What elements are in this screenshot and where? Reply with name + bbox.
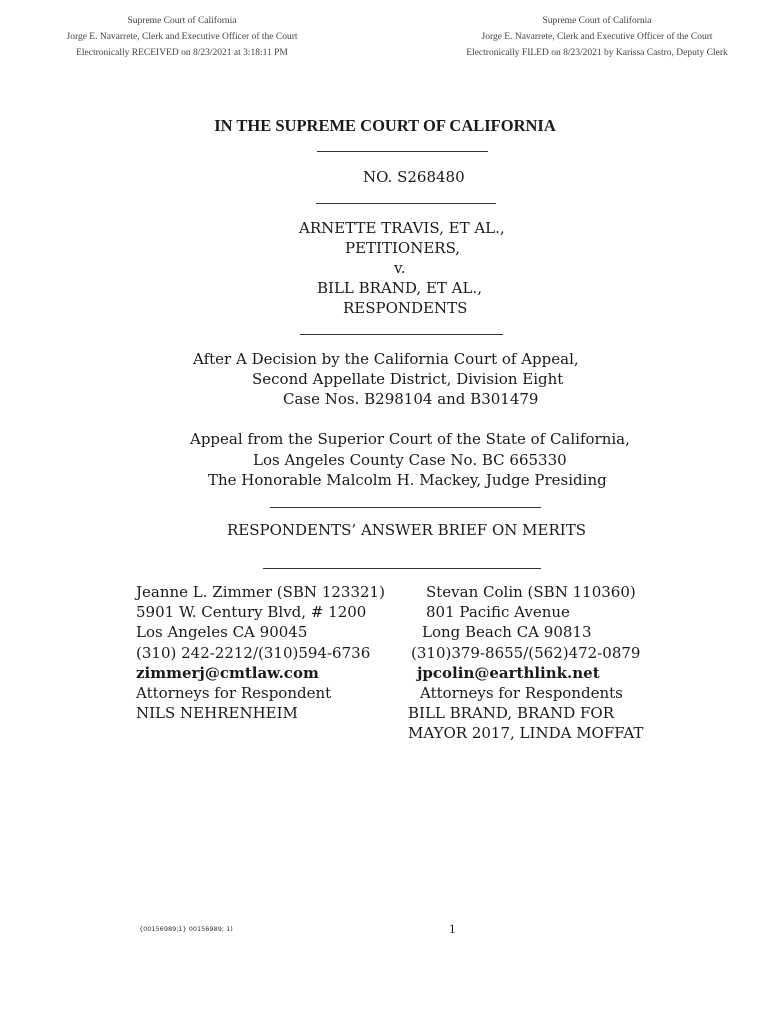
attorney-client: MAYOR 2017, LINDA MOFFAT: [408, 724, 644, 743]
divider: [263, 568, 541, 569]
brief-title: RESPONDENTS’ ANSWER BRIEF ON MERITS: [227, 521, 586, 539]
attorney-city: Long Beach CA 90813: [422, 623, 592, 642]
appeal-decision-line: Second Appellate District, Division Eight: [252, 370, 564, 388]
appeal-decision-line: Case Nos. B298104 and B301479: [283, 390, 539, 408]
divider: [317, 151, 488, 152]
appeal-from-line: The Honorable Malcolm H. Mackey, Judge Presiding: [208, 471, 607, 489]
versus: v.: [394, 259, 406, 277]
attorney-name: Stevan Colin (SBN 110360): [426, 583, 636, 601]
attorney-city: Los Angeles CA 90045: [136, 623, 308, 642]
counsel-block-left: [136, 582, 385, 723]
appeal-decision-line: After A Decision by the California Court of Appeal,: [193, 350, 579, 368]
attorney-name: Jeanne L. Zimmer (SBN 123321): [136, 583, 385, 601]
petitioners-name: ARNETTE TRAVIS, ET AL.,: [299, 219, 505, 237]
stamp-clerk: Jorge E. Navarrete, Clerk and Executive Officer of the Court: [481, 32, 713, 42]
appeal-from-line: Los Angeles County Case No. BC 665330: [253, 451, 567, 469]
attorney-email: jpcolin@earthlink.net: [417, 663, 600, 682]
attorney-email: zimmerj@cmtlaw.com: [136, 663, 319, 682]
respondents-role: RESPONDENTS: [343, 299, 468, 317]
attorney-phone: (310)379-8655/(562)472-0879: [411, 643, 641, 662]
attorney-address: 801 Pacific Avenue: [426, 603, 570, 622]
stamp-clerk: Jorge E. Navarrete, Clerk and Executive Officer of the Court: [66, 32, 298, 42]
appeal-from-line: Appeal from the Superior Court of the State of California,: [190, 430, 630, 448]
attorney-role: Attorneys for Respondents: [420, 684, 623, 703]
stamp-court: Supreme Court of California: [542, 16, 652, 26]
stamp-received: Electronically RECEIVED on 8/23/2021 at 3:18:11 PM: [76, 48, 288, 58]
petitioners-role: PETITIONERS,: [345, 239, 461, 257]
divider: [300, 334, 503, 335]
page-number: 1: [449, 921, 456, 936]
attorney-client: NILS NEHRENHEIM: [136, 704, 298, 723]
divider: [270, 507, 541, 508]
received-stamp: [17, 13, 347, 61]
attorney-address: 5901 W. Century Blvd, # 1200: [136, 603, 367, 622]
respondents-name: BILL BRAND, ET AL.,: [317, 279, 482, 297]
attorney-client: BILL BRAND, BRAND FOR: [408, 704, 615, 723]
counsel-block-right: [408, 582, 643, 744]
stamp-filed: Electronically FILED on 8/23/2021 by Karissa Castro, Deputy Clerk: [466, 48, 728, 58]
court-title: IN THE SUPREME COURT OF CALIFORNIA: [214, 116, 556, 135]
attorney-role: Attorneys for Respondent: [136, 684, 332, 703]
stamp-court: Supreme Court of California: [127, 16, 237, 26]
attorney-phone: (310) 242-2212/(310)594-6736: [136, 643, 371, 662]
filed-stamp: [432, 13, 762, 61]
document-id: {00156989;1} 00156989; 1): [139, 925, 233, 933]
divider: [316, 203, 496, 204]
case-number: NO. S268480: [363, 168, 465, 186]
